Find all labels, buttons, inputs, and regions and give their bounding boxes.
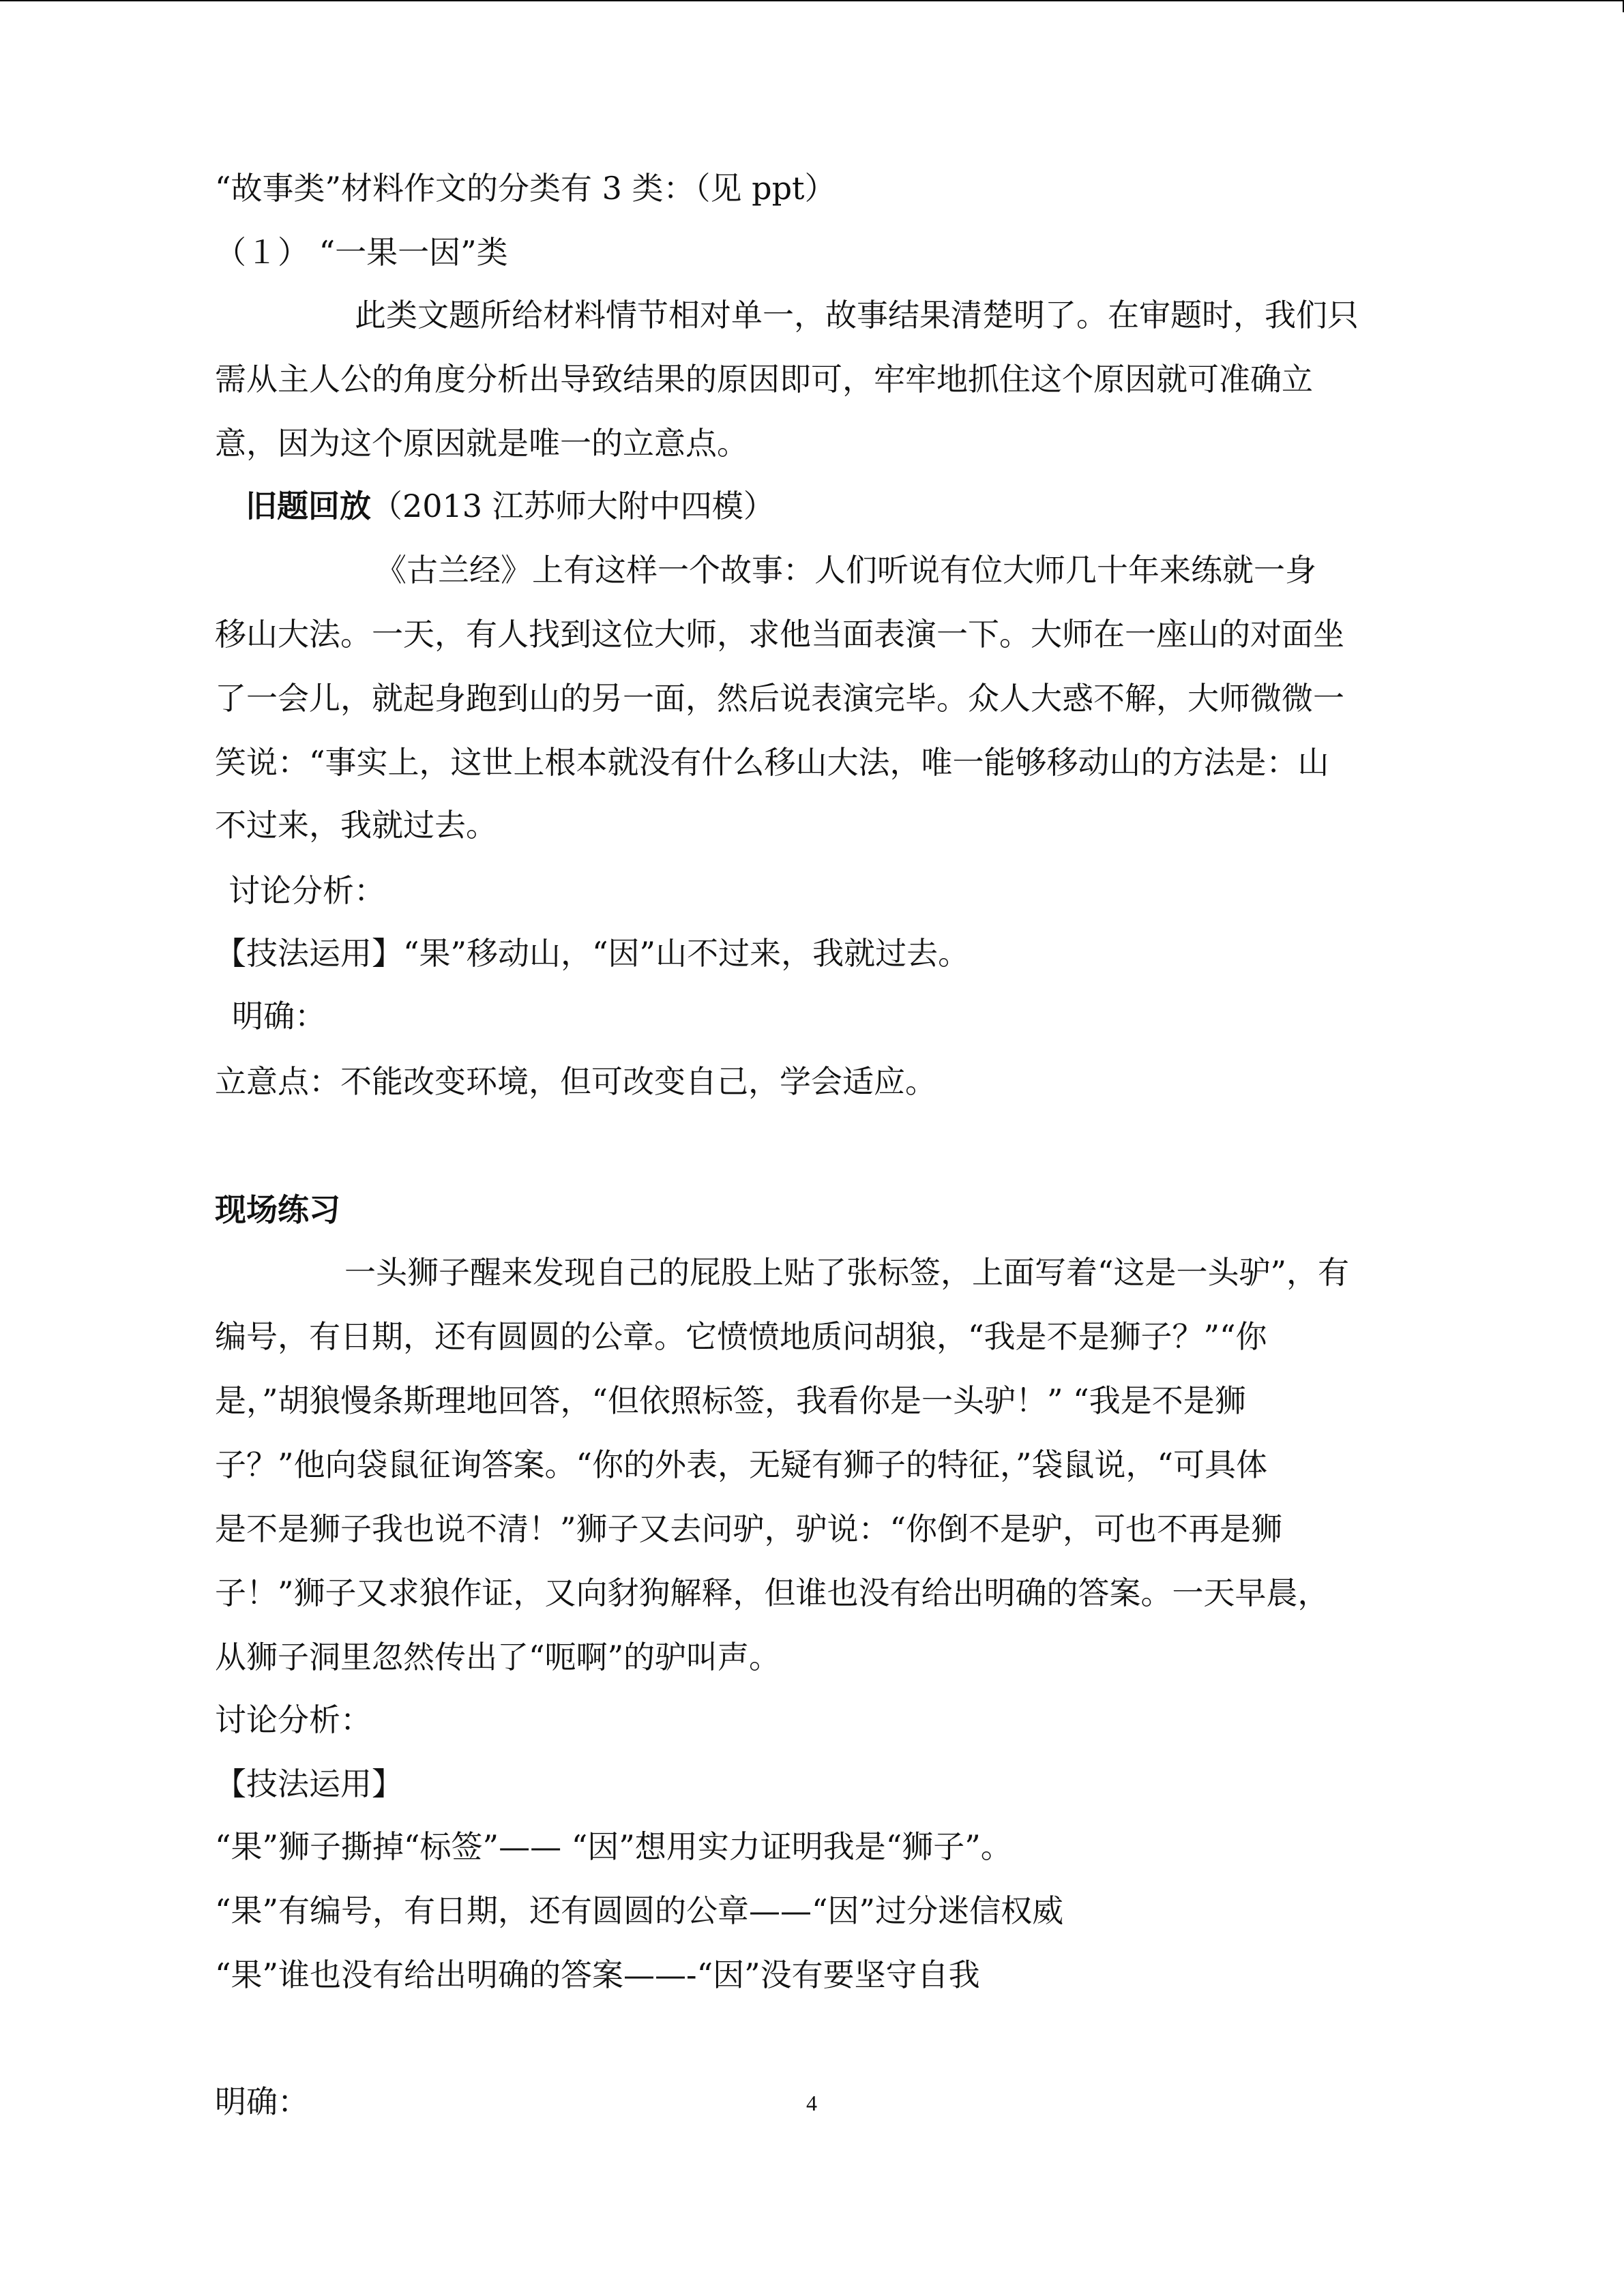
- story-line: 了一会儿，就起身跑到山的另一面，然后说表演完毕。众人大惑不解，大师微微一: [215, 680, 1344, 717]
- old-question-title: 旧题回放: [246, 488, 371, 524]
- intro-line: “故事类”材料作文的分类有 3 类：（见 ppt）: [215, 170, 836, 207]
- practice-story-line: 是不是狮子我也说不清！”狮子又去问驴，驴说：“你倒不是驴，可也不再是狮: [215, 1510, 1283, 1547]
- technique-item: “果”狮子撕掉“标签”—— “因”想用实力证明我是“狮子”。: [215, 1828, 1012, 1865]
- practice-clarify-label: 明确：: [215, 2083, 309, 2120]
- practice-technique-label: 【技法运用】: [215, 1765, 403, 1802]
- practice-story-line: 是，”胡狼慢条斯理地回答，“但依照标签，我看你是一头驴！” “我是不是狮: [215, 1382, 1246, 1419]
- practice-story-line: 从狮子洞里忽然传出了“呃啊”的驴叫声。: [215, 1639, 781, 1675]
- practice-story-line: 子！”狮子又求狼作证，又向豺狗解释，但谁也没有给出明确的答案。一天早晨，: [215, 1575, 1329, 1611]
- practice-story-line: 编号，有日期，还有圆圆的公章。它愤愤地质问胡狼，“我是不是狮子？”“你: [215, 1318, 1267, 1355]
- practice-story-line: 一头狮子醒来发现自己的屁股上贴了张标签，上面写着“这是一头驴”，有: [344, 1254, 1350, 1291]
- story-line: 《古兰经》上有这样一个故事：人们听说有位大师几十年来练就一身: [375, 552, 1316, 588]
- practice-discussion-label: 讨论分析：: [215, 1701, 372, 1738]
- old-question-source: （2013 江苏师大附中四模）: [371, 488, 775, 524]
- discussion-label: 讨论分析：: [228, 872, 385, 909]
- page-top-border: [0, 0, 1624, 1]
- technique-item: “果”有编号，有日期，还有圆圆的公章——“因”过分迷信权威: [215, 1892, 1064, 1929]
- explanation-line: 此类文题所给材料情节相对单一，故事结果清楚明了。在审题时，我们只: [355, 297, 1359, 333]
- category-heading: （１） “一果一因”类: [215, 234, 508, 271]
- page-number: 4: [806, 2091, 817, 2115]
- practice-heading: 现场练习: [215, 1191, 340, 1228]
- theme-point: 立意点：不能改变环境，但可改变自己，学会适应。: [215, 1063, 936, 1100]
- technique-line: 【技法运用】“果”移动山，“因”山不过来，我就过去。: [215, 935, 970, 972]
- explanation-line: 需从主人公的角度分析出导致结果的原因即可，牢牢地抓住这个原因就可准确立: [215, 361, 1313, 398]
- technique-item: “果”谁也没有给出明确的答案——-“因”没有要坚守自我: [215, 1956, 980, 1993]
- story-line: 移山大法。一天，有人找到这位大师，求他当面表演一下。大师在一座山的对面坐: [215, 616, 1344, 653]
- practice-story-line: 子？”他向袋鼠征询答案。“你的外表，无疑有狮子的特征，”袋鼠说，“可具体: [215, 1446, 1268, 1483]
- explanation-line: 意，因为这个原因就是唯一的立意点。: [215, 425, 748, 462]
- story-line: 笑说：“事实上，这世上根本就没有什么移山大法，唯一能够移动山的方法是：山: [215, 744, 1329, 781]
- story-line: 不过来，我就过去。: [215, 807, 497, 844]
- clarify-label: 明确：: [232, 998, 326, 1034]
- old-question-heading: [246, 486, 775, 526]
